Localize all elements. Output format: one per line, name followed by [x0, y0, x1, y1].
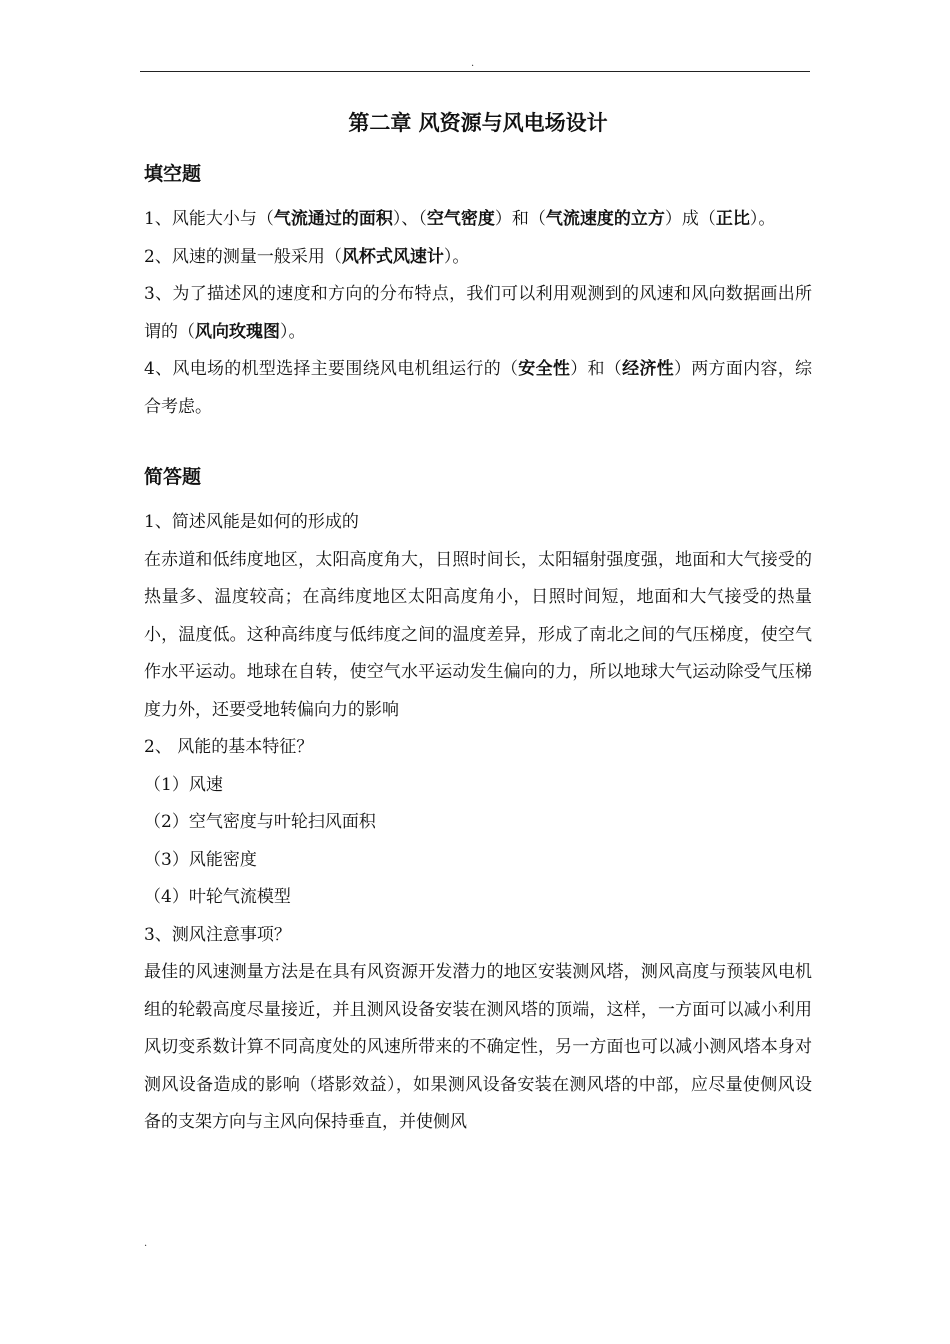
short-question-2: 2、 风能的基本特征？ — [144, 737, 314, 757]
fill-question-2 — [144, 239, 812, 277]
q4-text-3: ）两方面内容，综合考虑。 — [144, 359, 813, 417]
q1-answer-4: 正比 — [715, 209, 750, 229]
list-item: （4）叶轮气流模型 — [144, 887, 291, 907]
q1-answer-1: 气流通过的面积 — [273, 209, 393, 229]
q4-text-2: ）和（ — [570, 359, 623, 379]
short-answer-3: 最佳的风速测量方法是在具有风资源开发潜力的地区安装测风塔，测风高度与预装风电机组的轮毂高度尽量接近，并且测风设备安装在测风塔的顶端，这样，一方面可以减小利用风切变系数计算不同高度处的风速所带来的不确定性，另一方面也可以减小测风塔本身对测风设备造成的影响（塔影效益），如果测风设备安装在测风塔的中部，应尽量使侧风设备的支架方向与主风向保持垂直，并使侧风 — [144, 962, 812, 1132]
footer-mark: . — [144, 1238, 148, 1249]
q1-text-2: ）、（ — [392, 209, 427, 229]
page-content — [144, 100, 812, 1142]
short-answer-1: 在赤道和低纬度地区，太阳高度角大，日照时间长，太阳辐射强度强，地面和大气接受的热量多、温度较高；在高纬度地区太阳高度角小，日照时间短，地面和大气接受的热量小，温度低。这种高纬度与低纬度之间的温度差异，形成了南北之间的气压梯度，使空气作水平运动。地球在自转，使空气水平运动发生偏向的力，所以地球大气运动除受气压梯度力外，还要受地转偏向力的影响 — [144, 549, 812, 720]
short-answer-heading: 简答题 — [144, 466, 202, 488]
short-question-1: 1、简述风能是如何的形成的 — [144, 512, 359, 532]
q2-text-1: 2、风速的测量一般采用（ — [144, 246, 342, 267]
fill-question-1 — [144, 201, 812, 239]
q4-answer-2: 经济性 — [622, 359, 674, 379]
page-title: 第二章 风资源与风电场设计 — [348, 111, 608, 135]
list-item: （2）空气密度与叶轮扫风面积 — [144, 812, 376, 832]
header-mark: . — [471, 58, 475, 69]
q4-answer-1: 安全性 — [518, 359, 571, 379]
list-item: （1）风速 — [144, 774, 223, 795]
q2-text-2: ）。 — [443, 246, 470, 267]
q1-text-4: ）成（ — [664, 209, 716, 229]
fill-blank-heading: 填空题 — [144, 163, 202, 185]
q1-answer-2: 空气密度 — [426, 209, 495, 229]
q1-answer-3: 气流速度的立方 — [545, 209, 665, 229]
q3-text-2: ）。 — [280, 321, 306, 342]
q1-text-1: 1、风能大小与（ — [144, 209, 274, 229]
short-question-3: 3、测风注意事项？ — [144, 924, 291, 945]
q2-answer-1: 风杯式风速计 — [341, 246, 444, 267]
fill-question-4 — [144, 351, 812, 426]
q1-text-5: ）。 — [749, 209, 776, 229]
q4-text-1: 4、风电场的机型选择主要围绕风电机组运行的（ — [144, 359, 519, 379]
q3-answer-1: 风向玫瑰图 — [195, 321, 280, 342]
fill-question-3 — [144, 276, 812, 351]
q1-text-3: ）和（ — [494, 209, 546, 229]
list-item: （3）风能密度 — [144, 849, 257, 870]
q3-text-1: 3、为了描述风的速度和方向的分布特点，我们可以利用观测到的风速和风向数据画出所谓的（ — [144, 284, 812, 342]
header-rule — [140, 71, 810, 72]
